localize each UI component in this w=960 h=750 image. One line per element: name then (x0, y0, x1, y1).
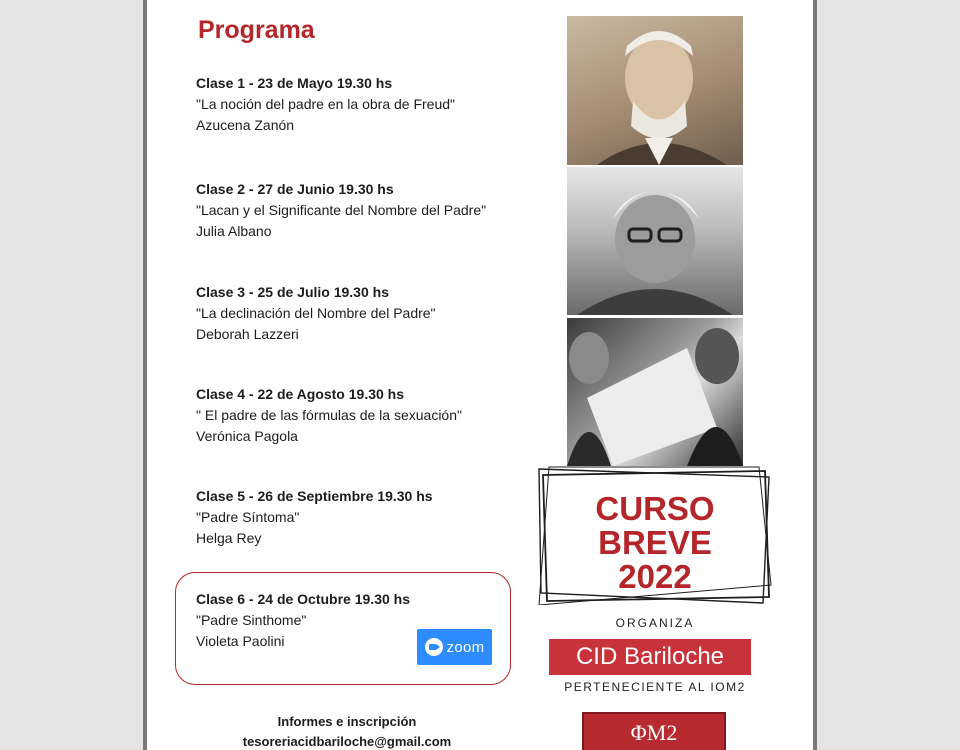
zoom-label: zoom (446, 638, 485, 656)
class-speaker: Violeta Paolini (196, 633, 285, 649)
class-entry-3 (196, 282, 526, 345)
page-title: Programa (198, 16, 315, 44)
curso-line1: CURSO (595, 490, 715, 527)
class-speaker: Verónica Pagola (196, 428, 298, 444)
portrait-photo-2 (567, 167, 743, 315)
class-entry-2 (196, 179, 526, 242)
class-title: Clase 4 - 22 de Agosto 19.30 hs (196, 386, 405, 402)
cid-bariloche-logo: CID Bariloche (549, 639, 751, 675)
class-title: Clase 5 - 26 de Septiembre 19.30 hs (196, 488, 433, 504)
class-topic: "La noción del padre en la obra de Freud" (196, 96, 456, 112)
class-topic: " El padre de las fórmulas de la sexuación" (196, 407, 462, 423)
zoom-badge (417, 629, 492, 665)
class-topic: "La declinación del Nombre del Padre" (196, 305, 436, 321)
info-label: Informes e inscripción (277, 714, 417, 729)
portrait-photo-1 (567, 16, 743, 165)
class-entry-4 (196, 384, 526, 447)
collage-photo-3 (567, 318, 743, 466)
class-title: Clase 2 - 27 de Junio 19.30 hs (196, 181, 394, 197)
class-entry-5 (196, 486, 526, 549)
curso-line3: 2022 (618, 558, 692, 595)
class-topic: "Padre Sinthome" (196, 612, 307, 628)
class-title: Clase 6 - 24 de Octubre 19.30 hs (196, 591, 410, 607)
class-speaker: Helga Rey (196, 530, 262, 546)
class-topic: "Padre Síntoma" (196, 509, 300, 525)
flyer-page (143, 0, 817, 750)
class-title: Clase 1 - 23 de Mayo 19.30 hs (196, 75, 393, 91)
contact-info (187, 712, 507, 750)
info-email[interactable]: tesoreriacidbariloche@gmail.com (242, 734, 452, 749)
perteneciente-label: PERTENECIENTE AL IOM2 (564, 680, 746, 694)
curso-line2: BREVE (598, 524, 712, 561)
class-entry-1 (196, 73, 526, 136)
class-title: Clase 3 - 25 de Julio 19.30 hs (196, 284, 389, 300)
class-topic: "Lacan y el Significante del Nombre del Padre" (196, 202, 487, 218)
zoom-camera-icon (425, 638, 443, 656)
curso-breve-title (537, 492, 773, 594)
phi-m2-logo: ΦM2 (582, 712, 726, 750)
class-speaker: Deborah Lazzeri (196, 326, 299, 342)
class-speaker: Julia Albano (196, 223, 272, 239)
class-speaker: Azucena Zanón (196, 117, 295, 133)
organiza-label: ORGANIZA (615, 616, 695, 630)
